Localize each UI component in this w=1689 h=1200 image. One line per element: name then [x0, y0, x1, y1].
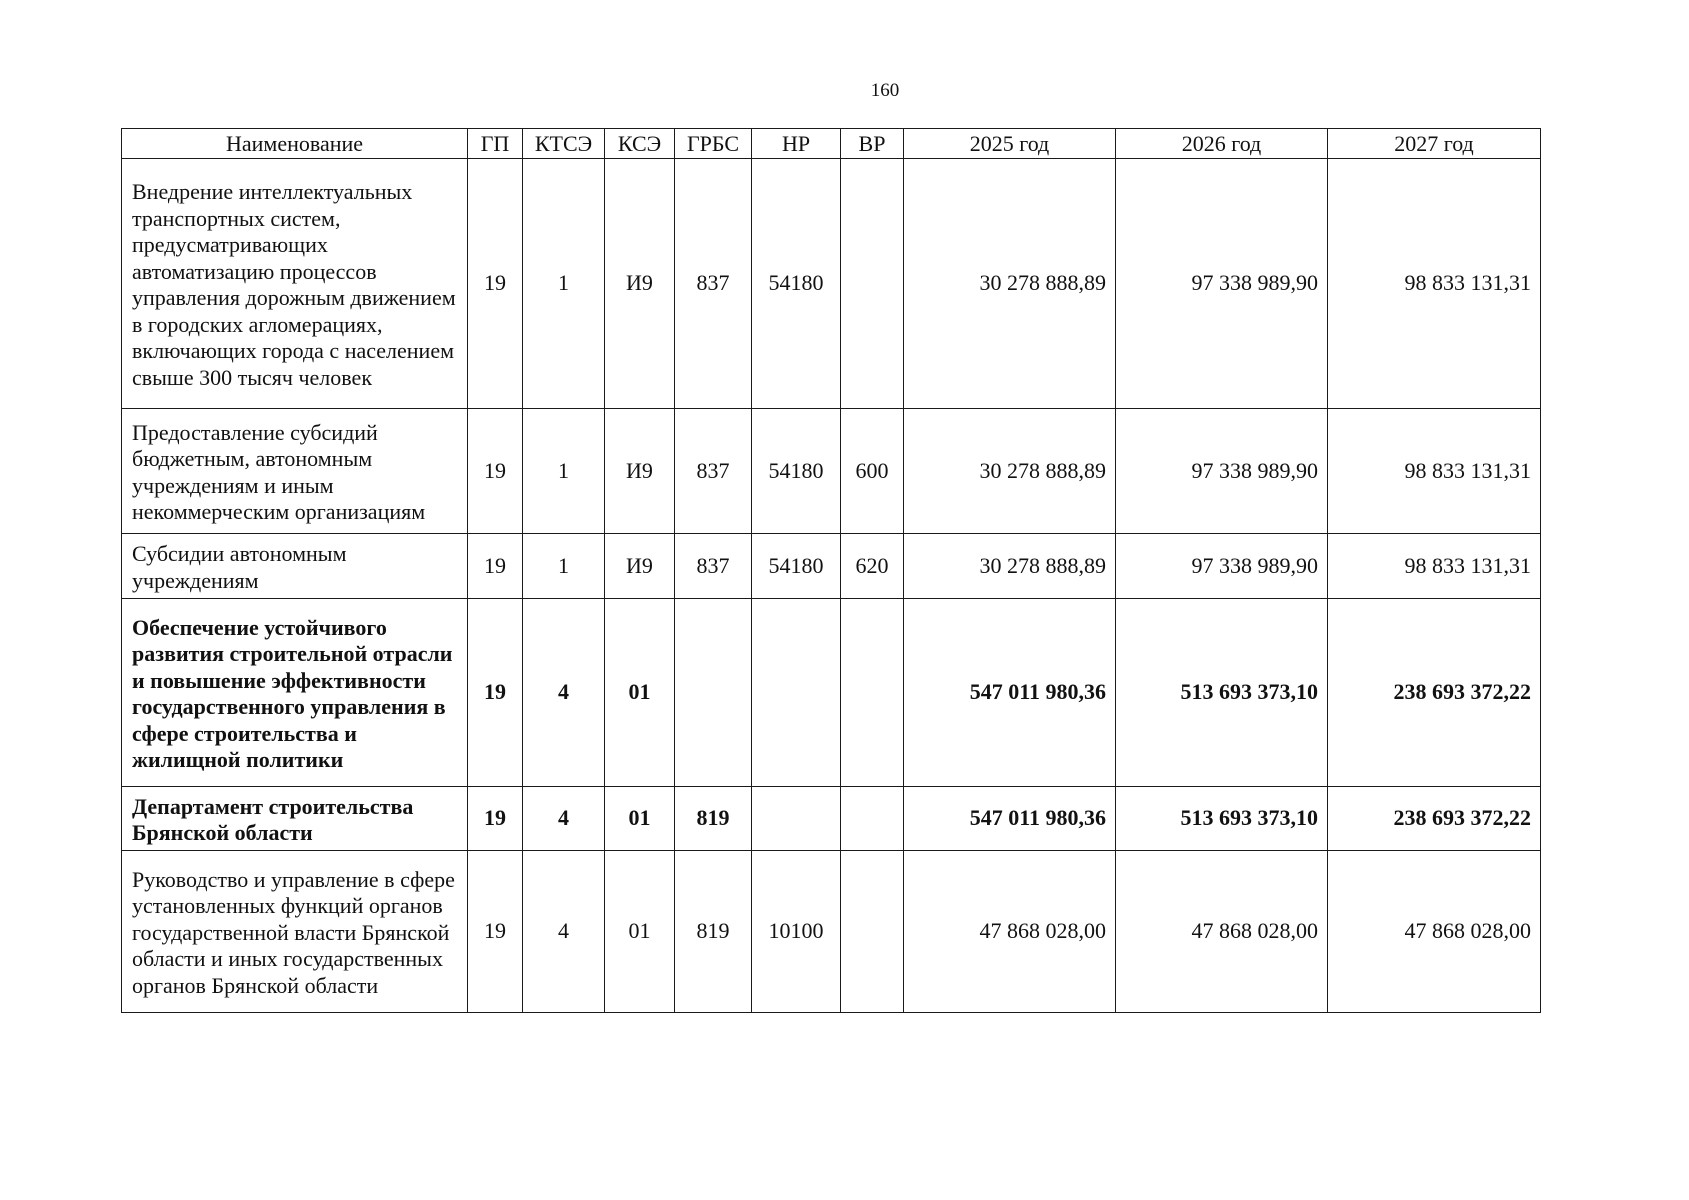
header-gp: ГП: [468, 129, 523, 159]
row-amount-2027: 98 833 131,31: [1328, 409, 1541, 534]
header-name: Наименование: [122, 129, 468, 159]
row-amount-2027: 47 868 028,00: [1328, 851, 1541, 1013]
row-ktse: 4: [523, 787, 605, 851]
row-grbs: 819: [675, 851, 752, 1013]
page-number: 160: [870, 80, 900, 101]
row-nr: 54180: [752, 159, 841, 409]
row-kse: 01: [605, 599, 675, 787]
row-amount-2025: 547 011 980,36: [904, 599, 1116, 787]
row-kse: 01: [605, 851, 675, 1013]
row-kse: И9: [605, 409, 675, 534]
row-amount-2027: 238 693 372,22: [1328, 599, 1541, 787]
row-amount-2026: 513 693 373,10: [1116, 787, 1328, 851]
row-amount-2026: 97 338 989,90: [1116, 534, 1328, 599]
row-vr: [841, 599, 904, 787]
row-grbs: 837: [675, 534, 752, 599]
row-grbs: 819: [675, 787, 752, 851]
row-vr: 620: [841, 534, 904, 599]
row-gp: 19: [468, 534, 523, 599]
row-nr: 10100: [752, 851, 841, 1013]
header-2027: 2027 год: [1328, 129, 1541, 159]
row-ktse: 4: [523, 851, 605, 1013]
row-amount-2027: 98 833 131,31: [1328, 534, 1541, 599]
row-vr: [841, 787, 904, 851]
row-amount-2026: 97 338 989,90: [1116, 159, 1328, 409]
table-row: [122, 787, 1541, 851]
header-2025: 2025 год: [904, 129, 1116, 159]
row-amount-2025: 547 011 980,36: [904, 787, 1116, 851]
row-gp: 19: [468, 851, 523, 1013]
row-ktse: 1: [523, 409, 605, 534]
row-grbs: 837: [675, 159, 752, 409]
row-ktse: 1: [523, 159, 605, 409]
table-row: [122, 409, 1541, 534]
row-name: Департамент строительства Брянской области: [122, 787, 468, 851]
header-ktse: КТСЭ: [523, 129, 605, 159]
row-amount-2025: 30 278 888,89: [904, 409, 1116, 534]
row-name: Субсидии автономным учреждениям: [122, 534, 468, 599]
row-name: Обеспечение устойчивого развития строительной отрасли и повышение эффективности государственного управления в сфере строительства и жилищной политики: [122, 599, 468, 787]
row-amount-2026: 97 338 989,90: [1116, 409, 1328, 534]
header-vr: ВР: [841, 129, 904, 159]
row-kse: 01: [605, 787, 675, 851]
row-name: Руководство и управление в сфере установленных функций органов государственной власти Брянской области и иных государственных органов Брянской области: [122, 851, 468, 1013]
row-amount-2027: 98 833 131,31: [1328, 159, 1541, 409]
header-2026: 2026 год: [1116, 129, 1328, 159]
header-kse: КСЭ: [605, 129, 675, 159]
row-gp: 19: [468, 599, 523, 787]
row-kse: И9: [605, 534, 675, 599]
row-vr: [841, 159, 904, 409]
header-nr: НР: [752, 129, 841, 159]
table-row: [122, 599, 1541, 787]
table-row: [122, 851, 1541, 1013]
row-kse: И9: [605, 159, 675, 409]
table-row: [122, 159, 1541, 409]
budget-table: [121, 128, 1541, 1013]
row-vr: [841, 851, 904, 1013]
row-nr: [752, 599, 841, 787]
row-nr: [752, 787, 841, 851]
header-grbs: ГРБС: [675, 129, 752, 159]
row-amount-2025: 30 278 888,89: [904, 159, 1116, 409]
row-ktse: 4: [523, 599, 605, 787]
row-grbs: [675, 599, 752, 787]
row-amount-2027: 238 693 372,22: [1328, 787, 1541, 851]
row-gp: 19: [468, 409, 523, 534]
row-grbs: 837: [675, 409, 752, 534]
table-header-row: [122, 129, 1541, 159]
row-gp: 19: [468, 159, 523, 409]
row-nr: 54180: [752, 409, 841, 534]
row-ktse: 1: [523, 534, 605, 599]
row-amount-2026: 513 693 373,10: [1116, 599, 1328, 787]
row-gp: 19: [468, 787, 523, 851]
row-name: Внедрение интеллектуальных транспортных систем, предусматривающих автоматизацию процессов управления дорожным движением в городских агломерациях, включающих города с населением свыше 300 тысяч человек: [122, 159, 468, 409]
table-row: [122, 534, 1541, 599]
row-name: Предоставление субсидий бюджетным, автономным учреждениям и иным некоммерческим организациям: [122, 409, 468, 534]
row-amount-2025: 30 278 888,89: [904, 534, 1116, 599]
row-amount-2026: 47 868 028,00: [1116, 851, 1328, 1013]
row-vr: 600: [841, 409, 904, 534]
row-amount-2025: 47 868 028,00: [904, 851, 1116, 1013]
row-nr: 54180: [752, 534, 841, 599]
